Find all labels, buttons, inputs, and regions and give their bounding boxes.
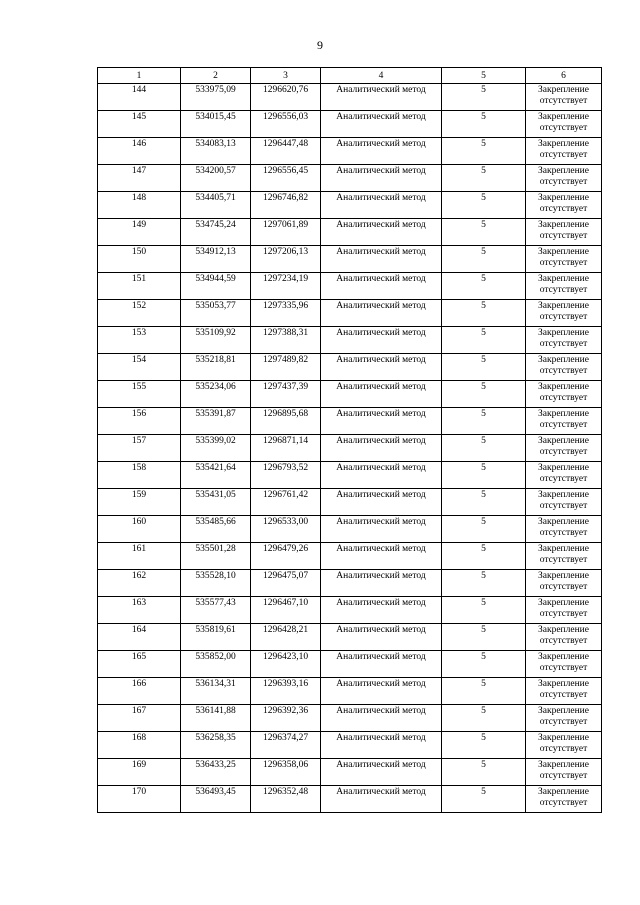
cell-method: Аналитический метод xyxy=(321,435,442,462)
cell-point-number: 146 xyxy=(98,138,181,165)
cell-x: 535819,61 xyxy=(181,624,251,651)
cell-fixing: Закрепление отсутствует xyxy=(526,570,602,597)
cell-y: 1296428,21 xyxy=(251,624,321,651)
table-row xyxy=(98,246,602,273)
cell-method: Аналитический метод xyxy=(321,516,442,543)
page-number: 9 xyxy=(317,38,323,52)
cell-x: 534083,13 xyxy=(181,138,251,165)
cell-fixing: Закрепление отсутствует xyxy=(526,408,602,435)
table-row xyxy=(98,786,602,813)
cell-point-number: 166 xyxy=(98,678,181,705)
cell-y: 1296479,26 xyxy=(251,543,321,570)
cell-method: Аналитический метод xyxy=(321,705,442,732)
cell-y: 1296556,45 xyxy=(251,165,321,192)
table-row xyxy=(98,570,602,597)
cell-point-number: 169 xyxy=(98,759,181,786)
cell-accuracy: 5 xyxy=(442,327,526,354)
table-row xyxy=(98,489,602,516)
table-row xyxy=(98,327,602,354)
cell-fixing: Закрепление отсутствует xyxy=(526,462,602,489)
cell-fixing: Закрепление отсутствует xyxy=(526,381,602,408)
table-row xyxy=(98,543,602,570)
table-row xyxy=(98,381,602,408)
cell-method: Аналитический метод xyxy=(321,651,442,678)
cell-x: 535109,92 xyxy=(181,327,251,354)
cell-y: 1296761,42 xyxy=(251,489,321,516)
cell-fixing: Закрепление отсутствует xyxy=(526,138,602,165)
header-cell-fixing: 6 xyxy=(526,68,602,84)
table-row xyxy=(98,84,602,111)
cell-accuracy: 5 xyxy=(442,192,526,219)
cell-accuracy: 5 xyxy=(442,543,526,570)
cell-method: Аналитический метод xyxy=(321,489,442,516)
cell-accuracy: 5 xyxy=(442,759,526,786)
cell-fixing: Закрепление отсутствует xyxy=(526,219,602,246)
cell-accuracy: 5 xyxy=(442,138,526,165)
cell-accuracy: 5 xyxy=(442,705,526,732)
cell-point-number: 164 xyxy=(98,624,181,651)
cell-method: Аналитический метод xyxy=(321,381,442,408)
table-row xyxy=(98,732,602,759)
cell-x: 535218,81 xyxy=(181,354,251,381)
cell-x: 534745,24 xyxy=(181,219,251,246)
cell-y: 1296475,07 xyxy=(251,570,321,597)
cell-y: 1296895,68 xyxy=(251,408,321,435)
cell-point-number: 148 xyxy=(98,192,181,219)
cell-x: 536433,25 xyxy=(181,759,251,786)
cell-accuracy: 5 xyxy=(442,246,526,273)
cell-y: 1297206,13 xyxy=(251,246,321,273)
header-cell-point-number: 1 xyxy=(98,68,181,84)
cell-x: 535234,06 xyxy=(181,381,251,408)
cell-point-number: 150 xyxy=(98,246,181,273)
cell-method: Аналитический метод xyxy=(321,543,442,570)
cell-fixing: Закрепление отсутствует xyxy=(526,435,602,462)
cell-accuracy: 5 xyxy=(442,111,526,138)
cell-point-number: 155 xyxy=(98,381,181,408)
cell-accuracy: 5 xyxy=(442,408,526,435)
header-cell-accuracy: 5 xyxy=(442,68,526,84)
table-row xyxy=(98,435,602,462)
cell-x: 535431,05 xyxy=(181,489,251,516)
cell-point-number: 154 xyxy=(98,354,181,381)
table-row xyxy=(98,300,602,327)
cell-accuracy: 5 xyxy=(442,651,526,678)
cell-point-number: 144 xyxy=(98,84,181,111)
table-row xyxy=(98,759,602,786)
cell-accuracy: 5 xyxy=(442,678,526,705)
cell-method: Аналитический метод xyxy=(321,192,442,219)
cell-point-number: 158 xyxy=(98,462,181,489)
cell-point-number: 165 xyxy=(98,651,181,678)
header-cell-x: 2 xyxy=(181,68,251,84)
table-row xyxy=(98,651,602,678)
cell-y: 1296533,00 xyxy=(251,516,321,543)
cell-x: 536141,88 xyxy=(181,705,251,732)
cell-accuracy: 5 xyxy=(442,273,526,300)
cell-accuracy: 5 xyxy=(442,597,526,624)
cell-y: 1297437,39 xyxy=(251,381,321,408)
cell-fixing: Закрепление отсутствует xyxy=(526,786,602,813)
cell-method: Аналитический метод xyxy=(321,678,442,705)
table-header xyxy=(98,68,602,84)
table-row xyxy=(98,111,602,138)
table-row xyxy=(98,408,602,435)
cell-point-number: 147 xyxy=(98,165,181,192)
table-row xyxy=(98,705,602,732)
cell-y: 1296871,14 xyxy=(251,435,321,462)
cell-x: 534200,57 xyxy=(181,165,251,192)
cell-y: 1297335,96 xyxy=(251,300,321,327)
cell-x: 535485,66 xyxy=(181,516,251,543)
cell-fixing: Закрепление отсутствует xyxy=(526,651,602,678)
cell-point-number: 151 xyxy=(98,273,181,300)
cell-method: Аналитический метод xyxy=(321,408,442,435)
cell-method: Аналитический метод xyxy=(321,786,442,813)
cell-fixing: Закрепление отсутствует xyxy=(526,705,602,732)
header-cell-y: 3 xyxy=(251,68,321,84)
cell-y: 1296620,76 xyxy=(251,84,321,111)
cell-accuracy: 5 xyxy=(442,732,526,759)
cell-y: 1296374,27 xyxy=(251,732,321,759)
header-row xyxy=(98,68,602,84)
cell-x: 534944,59 xyxy=(181,273,251,300)
cell-point-number: 159 xyxy=(98,489,181,516)
cell-point-number: 163 xyxy=(98,597,181,624)
cell-method: Аналитический метод xyxy=(321,273,442,300)
cell-point-number: 161 xyxy=(98,543,181,570)
cell-point-number: 157 xyxy=(98,435,181,462)
cell-fixing: Закрепление отсутствует xyxy=(526,624,602,651)
cell-method: Аналитический метод xyxy=(321,462,442,489)
cell-fixing: Закрепление отсутствует xyxy=(526,516,602,543)
cell-point-number: 162 xyxy=(98,570,181,597)
cell-method: Аналитический метод xyxy=(321,300,442,327)
cell-point-number: 167 xyxy=(98,705,181,732)
cell-point-number: 170 xyxy=(98,786,181,813)
cell-fixing: Закрепление отсутствует xyxy=(526,84,602,111)
table-body xyxy=(98,84,602,813)
cell-fixing: Закрепление отсутствует xyxy=(526,759,602,786)
cell-fixing: Закрепление отсутствует xyxy=(526,165,602,192)
cell-fixing: Закрепление отсутствует xyxy=(526,543,602,570)
cell-method: Аналитический метод xyxy=(321,570,442,597)
table-row xyxy=(98,516,602,543)
cell-fixing: Закрепление отсутствует xyxy=(526,273,602,300)
table-row xyxy=(98,165,602,192)
cell-x: 534015,45 xyxy=(181,111,251,138)
cell-x: 536493,45 xyxy=(181,786,251,813)
table-row xyxy=(98,138,602,165)
cell-y: 1296746,82 xyxy=(251,192,321,219)
cell-y: 1296556,03 xyxy=(251,111,321,138)
cell-fixing: Закрепление отсутствует xyxy=(526,192,602,219)
cell-x: 534912,13 xyxy=(181,246,251,273)
cell-accuracy: 5 xyxy=(442,489,526,516)
cell-method: Аналитический метод xyxy=(321,138,442,165)
cell-accuracy: 5 xyxy=(442,462,526,489)
cell-y: 1296392,36 xyxy=(251,705,321,732)
cell-accuracy: 5 xyxy=(442,354,526,381)
cell-accuracy: 5 xyxy=(442,516,526,543)
cell-point-number: 152 xyxy=(98,300,181,327)
cell-method: Аналитический метод xyxy=(321,732,442,759)
cell-method: Аналитический метод xyxy=(321,354,442,381)
cell-accuracy: 5 xyxy=(442,165,526,192)
cell-accuracy: 5 xyxy=(442,381,526,408)
cell-x: 536134,31 xyxy=(181,678,251,705)
cell-point-number: 156 xyxy=(98,408,181,435)
cell-accuracy: 5 xyxy=(442,84,526,111)
cell-accuracy: 5 xyxy=(442,219,526,246)
cell-y: 1296793,52 xyxy=(251,462,321,489)
cell-y: 1297388,31 xyxy=(251,327,321,354)
cell-y: 1296467,10 xyxy=(251,597,321,624)
cell-x: 534405,71 xyxy=(181,192,251,219)
cell-point-number: 149 xyxy=(98,219,181,246)
cell-x: 535399,02 xyxy=(181,435,251,462)
cell-fixing: Закрепление отсутствует xyxy=(526,111,602,138)
cell-y: 1296423,10 xyxy=(251,651,321,678)
table-row xyxy=(98,624,602,651)
cell-x: 535852,00 xyxy=(181,651,251,678)
cell-accuracy: 5 xyxy=(442,300,526,327)
cell-method: Аналитический метод xyxy=(321,84,442,111)
table-row xyxy=(98,192,602,219)
cell-y: 1296358,06 xyxy=(251,759,321,786)
cell-x: 535528,10 xyxy=(181,570,251,597)
cell-x: 533975,09 xyxy=(181,84,251,111)
cell-x: 535391,87 xyxy=(181,408,251,435)
cell-method: Аналитический метод xyxy=(321,219,442,246)
table-row xyxy=(98,462,602,489)
cell-fixing: Закрепление отсутствует xyxy=(526,732,602,759)
table-row xyxy=(98,678,602,705)
cell-method: Аналитический метод xyxy=(321,597,442,624)
cell-y: 1297489,82 xyxy=(251,354,321,381)
cell-method: Аналитический метод xyxy=(321,624,442,651)
cell-accuracy: 5 xyxy=(442,570,526,597)
cell-accuracy: 5 xyxy=(442,786,526,813)
cell-x: 535577,43 xyxy=(181,597,251,624)
cell-y: 1297061,89 xyxy=(251,219,321,246)
cell-fixing: Закрепление отсутствует xyxy=(526,246,602,273)
table-row xyxy=(98,597,602,624)
coordinates-table xyxy=(97,67,602,813)
cell-x: 536258,35 xyxy=(181,732,251,759)
cell-point-number: 145 xyxy=(98,111,181,138)
cell-y: 1296352,48 xyxy=(251,786,321,813)
cell-x: 535501,28 xyxy=(181,543,251,570)
cell-y: 1297234,19 xyxy=(251,273,321,300)
cell-fixing: Закрепление отсутствует xyxy=(526,489,602,516)
cell-x: 535053,77 xyxy=(181,300,251,327)
cell-fixing: Закрепление отсутствует xyxy=(526,354,602,381)
header-cell-method: 4 xyxy=(321,68,442,84)
cell-method: Аналитический метод xyxy=(321,327,442,354)
cell-fixing: Закрепление отсутствует xyxy=(526,678,602,705)
cell-point-number: 160 xyxy=(98,516,181,543)
cell-y: 1296447,48 xyxy=(251,138,321,165)
cell-fixing: Закрепление отсутствует xyxy=(526,597,602,624)
cell-accuracy: 5 xyxy=(442,624,526,651)
cell-y: 1296393,16 xyxy=(251,678,321,705)
table-row xyxy=(98,354,602,381)
cell-fixing: Закрепление отсутствует xyxy=(526,327,602,354)
table-row xyxy=(98,219,602,246)
cell-point-number: 168 xyxy=(98,732,181,759)
cell-point-number: 153 xyxy=(98,327,181,354)
cell-method: Аналитический метод xyxy=(321,165,442,192)
cell-method: Аналитический метод xyxy=(321,246,442,273)
cell-method: Аналитический метод xyxy=(321,759,442,786)
table-row xyxy=(98,273,602,300)
cell-accuracy: 5 xyxy=(442,435,526,462)
cell-x: 535421,64 xyxy=(181,462,251,489)
cell-method: Аналитический метод xyxy=(321,111,442,138)
cell-fixing: Закрепление отсутствует xyxy=(526,300,602,327)
